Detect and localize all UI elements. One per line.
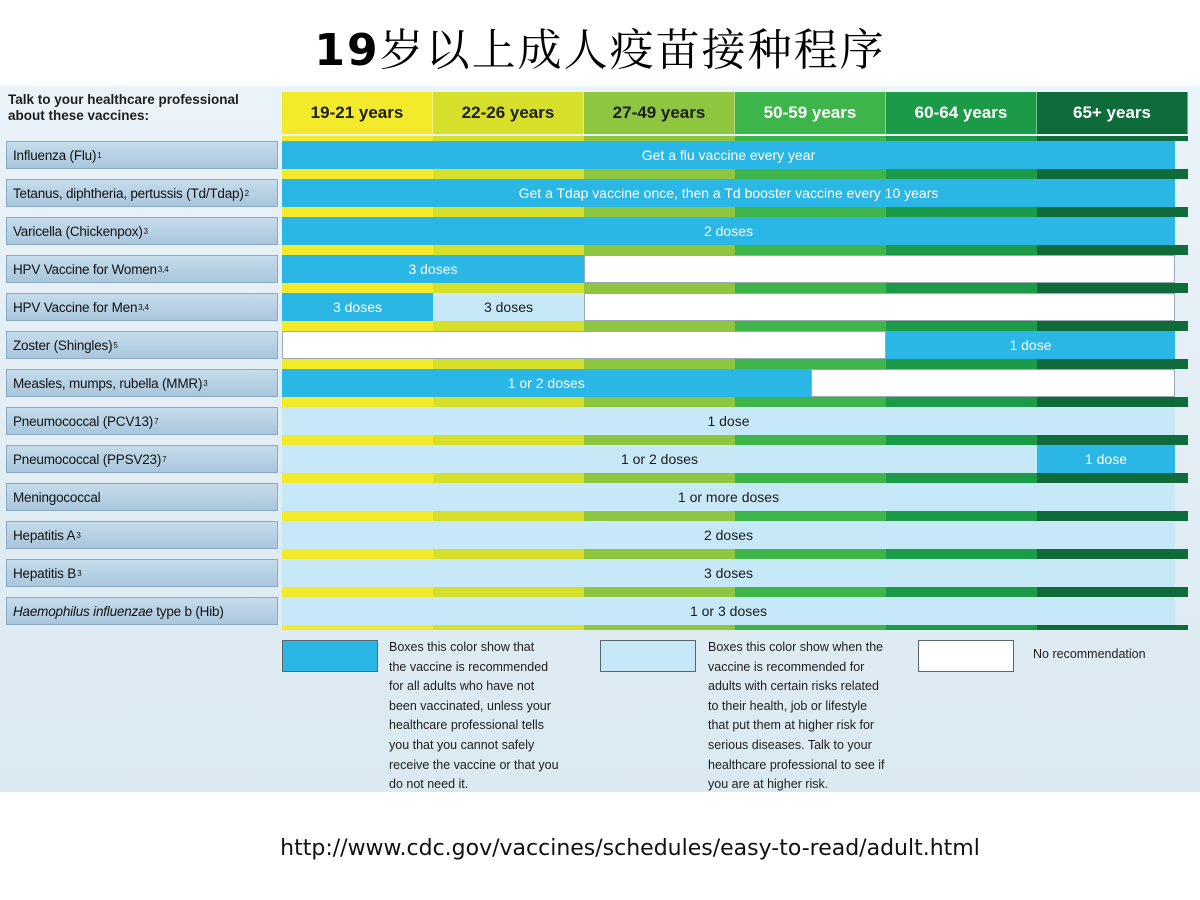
schedule-bar-risk: 1 or more doses — [282, 483, 1175, 511]
footnote-ref: 3 — [76, 530, 81, 540]
age-group-header: 60-64 years — [886, 92, 1037, 134]
schedule-bar-recommended: 1 dose — [886, 331, 1175, 359]
legend-text-line: healthcare professional to see if — [708, 757, 885, 772]
footnote-ref: 3,4 — [138, 302, 149, 312]
vaccine-name: Zoster (Shingles) — [13, 337, 113, 353]
legend-text-line: Boxes this color show when the — [708, 640, 884, 654]
vaccine-row-label — [6, 597, 278, 625]
vaccine-schedule-chart — [0, 86, 1200, 792]
vaccine-row-label — [6, 369, 278, 397]
age-color-band — [1037, 625, 1188, 630]
slide-title-text: 岁以上成人疫苗接种程序 — [379, 25, 886, 76]
legend-text-line: you that you cannot safely — [389, 737, 535, 752]
legend-risk-text — [708, 638, 908, 792]
schedule-bar-none — [584, 255, 1175, 283]
vaccine-name: Measles, mumps, rubella (MMR) — [13, 375, 203, 391]
legend-risk-box — [600, 640, 696, 672]
schedule-bar-recommended: 3 doses — [282, 255, 584, 283]
age-group-header: 50-59 years — [735, 92, 886, 134]
age-group-header: 19-21 years — [282, 92, 433, 134]
schedule-bar-recommended: 1 or 2 doses — [282, 369, 811, 397]
schedule-bar-recommended: 1 dose — [1037, 445, 1175, 473]
schedule-bar-risk: 2 doses — [282, 521, 1175, 549]
schedule-bar-risk: 1 or 3 doses — [282, 597, 1175, 625]
legend-text-line: to their health, job or lifestyle — [708, 698, 868, 713]
vaccine-name: type b (Hib) — [152, 603, 224, 619]
schedule-bar-risk: 1 dose — [282, 407, 1175, 435]
legend-text-line: receive the vaccine or that you — [389, 757, 559, 772]
footnote-ref: 1 — [97, 150, 102, 160]
legend-text-line: adults with certain risks related — [708, 679, 879, 694]
legend-recommended-box — [282, 640, 378, 672]
header-label: Talk to your healthcare professional about these vaccines: — [8, 92, 239, 123]
schedule-bar-risk: 1 or 2 doses — [282, 445, 1037, 473]
vaccine-row-label — [6, 141, 278, 169]
legend-text-line: the vaccine is recommended — [389, 659, 549, 674]
vaccine-name: Tetanus, diphtheria, pertussis (Td/Tdap) — [13, 185, 244, 201]
vaccine-name: Meningococcal — [13, 489, 101, 505]
legend-text-line: that put them at higher risk for — [708, 718, 875, 733]
vaccine-name: Pneumococcal (PPSV23) — [13, 451, 162, 467]
vaccine-name: Hepatitis B — [13, 565, 77, 581]
footnote-ref: 7 — [162, 454, 167, 464]
age-group-header: 27-49 years — [584, 92, 735, 134]
vaccine-name: Pneumococcal (PCV13) — [13, 413, 154, 429]
vaccine-name: Hepatitis A — [13, 527, 76, 543]
vaccine-row-label — [6, 179, 278, 207]
vaccine-row-label — [6, 483, 278, 511]
source-url: http://www.cdc.gov/vaccines/schedules/easy-to-read/adult.html — [280, 836, 980, 861]
footnote-ref: 5 — [113, 340, 118, 350]
vaccine-row-label — [6, 217, 278, 245]
legend-text-line: serious diseases. Talk to your — [708, 737, 872, 752]
legend-none-text: No recommendation — [1033, 647, 1146, 661]
footnote-ref: 3 — [143, 226, 148, 236]
schedule-bar-none — [811, 369, 1176, 397]
legend-text-line: vaccine is recommended for — [708, 659, 865, 674]
schedule-bar-recommended: 3 doses — [282, 293, 433, 321]
age-group-header: 65+ years — [1037, 92, 1188, 134]
legend-text-line: healthcare professional tells — [389, 718, 544, 733]
vaccine-row-label — [6, 293, 278, 321]
legend-text-line: for all adults who have not — [389, 679, 535, 694]
age-color-band — [584, 625, 735, 630]
legend-text-line: been vaccinated, unless your — [389, 698, 551, 713]
footnote-ref: 3 — [77, 568, 82, 578]
vaccine-name: HPV Vaccine for Men — [13, 299, 138, 315]
schedule-bar-recommended: Get a Tdap vaccine once, then a Td booster vaccine every 10 years — [282, 179, 1175, 207]
vaccine-name: Influenza (Flu) — [13, 147, 97, 163]
footnote-ref: 2 — [244, 188, 249, 198]
legend-none-box — [918, 640, 1014, 672]
schedule-bar-recommended: 2 doses — [282, 217, 1175, 245]
footnote-ref: 3 — [203, 378, 208, 388]
vaccine-name-italic: Haemophilus influenzae — [13, 603, 153, 619]
vaccine-row-label — [6, 255, 278, 283]
age-color-band — [282, 625, 433, 630]
legend-text-line: you are at higher risk. — [708, 777, 829, 792]
vaccine-name: Varicella (Chickenpox) — [13, 223, 143, 239]
age-color-band — [433, 625, 584, 630]
slide-title — [0, 14, 1200, 78]
footnote-ref: 3,4 — [157, 264, 169, 274]
vaccine-row-label — [6, 407, 278, 435]
vaccine-row-label — [6, 559, 278, 587]
vaccine-row-label — [6, 521, 278, 549]
schedule-bar-risk: 3 doses — [282, 559, 1175, 587]
schedule-bar-none — [282, 331, 886, 359]
vaccine-name: HPV Vaccine for Women — [13, 261, 157, 277]
age-color-band — [886, 625, 1037, 630]
legend-text-line: do not need it. — [389, 777, 469, 792]
age-group-header: 22-26 years — [433, 92, 584, 134]
schedule-bar-none — [584, 293, 1175, 321]
schedule-bar-recommended: Get a flu vaccine every year — [282, 141, 1175, 169]
legend-text-line: Boxes this color show that — [389, 640, 535, 654]
slide-title-number: 19 — [314, 25, 380, 76]
legend-recommended-text — [389, 638, 589, 792]
age-color-band — [735, 625, 886, 630]
schedule-bar-risk: 3 doses — [433, 293, 584, 321]
vaccine-row-label — [6, 331, 278, 359]
vaccine-row-label — [6, 445, 278, 473]
footnote-ref: 7 — [154, 416, 159, 426]
